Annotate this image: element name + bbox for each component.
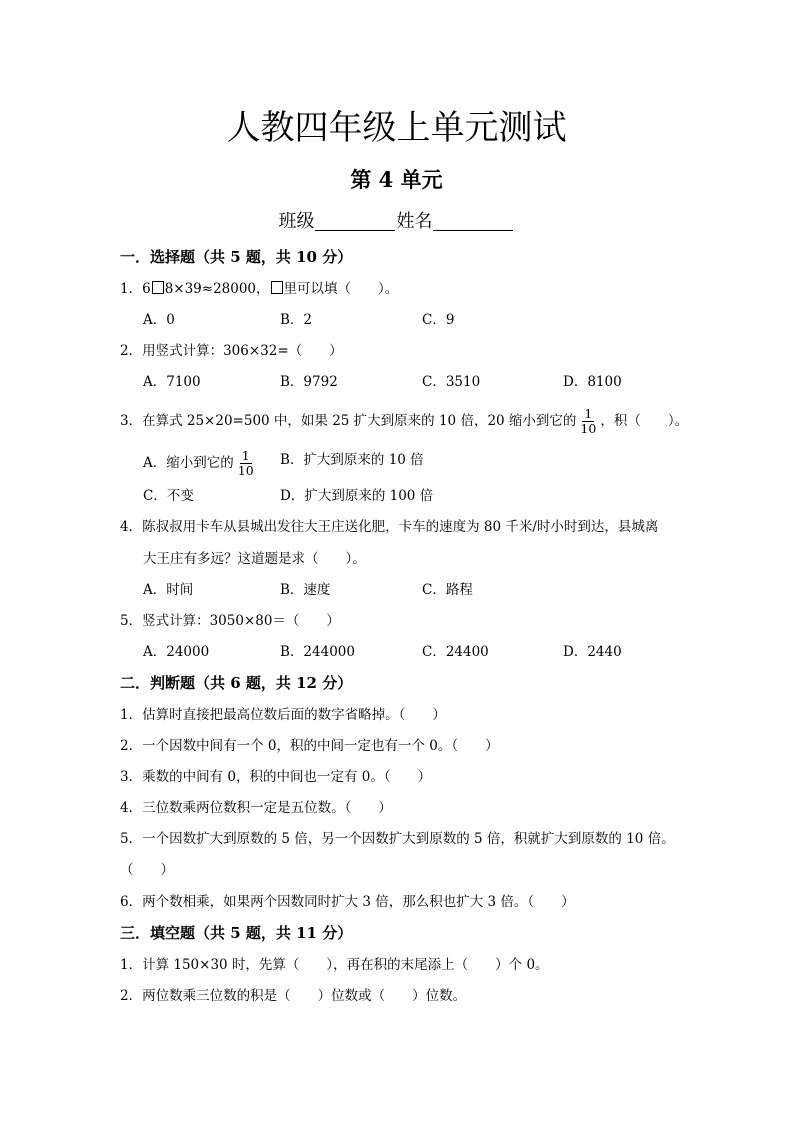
section-fill-heading: 三．填空题（共 5 题，共 11 分） (120, 924, 353, 942)
option-c[interactable]: C．3510 (422, 374, 481, 390)
option-d[interactable]: D．2440 (563, 644, 622, 660)
fraction: $\frac{1}{10}$ (237, 448, 254, 478)
question-1-1: 1．6 8×39≈28000， 里可以填（ ）。 (120, 281, 399, 297)
judge-item: 4．三位数乘两位数积一定是五位数。（ ） (120, 800, 392, 816)
question-1-2: 2．用竖式计算：306×32=（ ） (120, 343, 343, 359)
option-c[interactable]: C．路程 (422, 582, 473, 598)
judge-item: 5．一个因数扩大到原数的 5 倍，另一个因数扩大到原数的 5 倍，积就扩大到原数的 10 倍。 (120, 831, 675, 847)
option-b[interactable]: B．扩大到原来的 10 倍 (280, 452, 424, 468)
unit-subtitle: 第 4 单元 (350, 167, 443, 192)
student-info-row (0, 208, 793, 236)
option-c[interactable]: C．不变 (143, 488, 194, 504)
fill-item: 2．两位数乘三位数的积是（ ）位数或（ ）位数。 (120, 988, 467, 1004)
question-1-5: 5．竖式计算：3050×80＝（ ） (120, 613, 340, 629)
fill-item: 1．计算 150×30 时，先算（ ），再在积的末尾添上（ ）个 0。 (120, 957, 549, 973)
option-b[interactable]: B．速度 (280, 582, 331, 598)
option-a[interactable]: A．24000 (143, 644, 210, 660)
section-judge-heading: 二．判断题（共 6 题，共 12 分） (120, 674, 353, 692)
name-blank[interactable] (433, 210, 513, 231)
option-a[interactable]: A．0 (143, 312, 175, 328)
class-blank[interactable] (315, 210, 395, 231)
class-label: 班级 (278, 211, 315, 232)
option-b[interactable]: B．2 (280, 312, 313, 328)
option-d[interactable]: D．扩大到原来的 100 倍 (280, 488, 434, 504)
option-a[interactable]: A．时间 (143, 582, 194, 598)
option-a[interactable]: A．缩小到它的 $\frac{1}{10}$ (143, 448, 254, 478)
judge-item: 1．估算时直接把最高位数后面的数字省略掉。（ ） (120, 707, 446, 723)
question-1-4: 4．陈叔叔用卡车从县城出发往大王庄送化肥，卡车的速度为 80 千米/时小时到达，县城离 (120, 519, 659, 535)
fraction: $\frac{1}{10}$ (580, 406, 597, 436)
judge-item: 3．乘数的中间有 0，积的中间也一定有 0。（ ） (120, 769, 432, 785)
judge-item: 2．一个因数中间有一个 0，积的中间一定也有一个 0。（ ） (120, 738, 499, 754)
page-title: 人教四年级上单元测试 (226, 108, 567, 148)
option-d[interactable]: D．8100 (563, 374, 622, 390)
question-1-4-cont: 大王庄有多远？这道题是求（ ）。 (143, 551, 366, 567)
question-1-3: 3．在算式 25×20=500 中，如果 25 扩大到原来的 10 倍，20 缩小到它的 $\frac{1}{10}$ ，积（ ）。 (120, 406, 689, 436)
option-c[interactable]: C．24400 (422, 644, 489, 660)
section-choice-heading: 一．选择题（共 5 题，共 10 分） (120, 248, 353, 266)
option-c[interactable]: C．9 (422, 312, 455, 328)
judge-item-cont: （ ） (120, 862, 174, 878)
option-a[interactable]: A．7100 (143, 374, 201, 390)
box-icon (152, 281, 164, 294)
name-label: 姓名 (396, 211, 433, 232)
option-b[interactable]: B．244000 (280, 644, 355, 660)
option-b[interactable]: B．9792 (280, 374, 338, 390)
judge-item: 6．两个数相乘，如果两个因数同时扩大 3 倍，那么积也扩大 3 倍。（ ） (120, 894, 575, 910)
box-icon (271, 281, 283, 294)
